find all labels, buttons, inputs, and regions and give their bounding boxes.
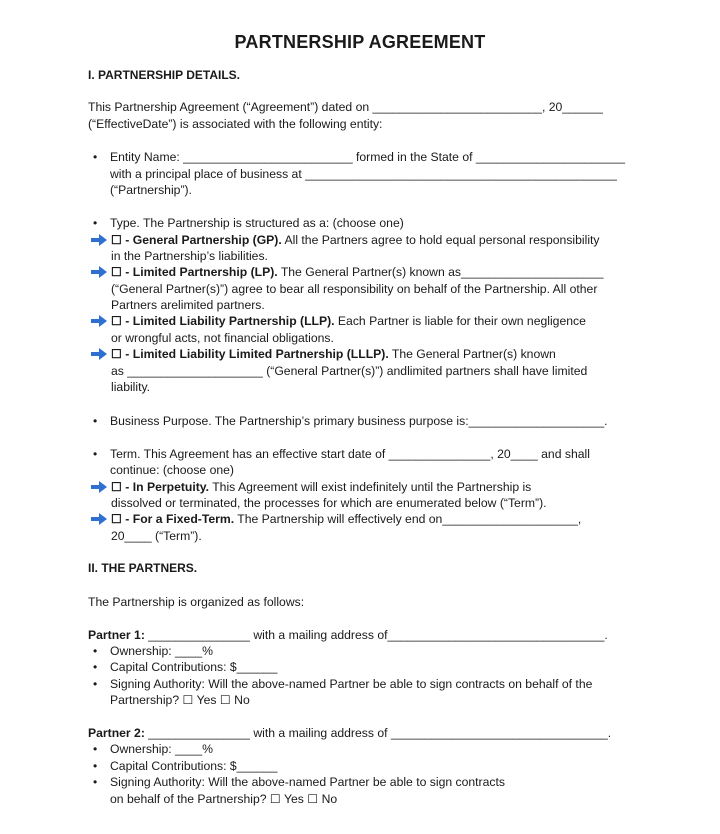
option-limited-liability-limited-partnership xyxy=(111,346,556,362)
section-heading-partnership-details: I. PARTNERSHIP DETAILS. xyxy=(88,68,241,82)
option-lp-text-line3: Partners arelimited partners. xyxy=(111,298,265,312)
bullet-icon: • xyxy=(93,742,98,756)
bullet-icon: • xyxy=(93,775,98,789)
option-llp-text: Each Partner is liable for their own negligence xyxy=(334,314,586,328)
option-gp-text-line2: in the Partnership’s liabilities. xyxy=(111,249,268,263)
arrow-right-icon xyxy=(91,234,107,246)
partner-1-line xyxy=(88,627,608,643)
option-fixed-text: The Partnership will effectively end on____________________, xyxy=(234,512,582,526)
option-lp-text: The General Partner(s) known as_____________________ xyxy=(277,265,604,279)
option-lllp-text: The General Partner(s) known xyxy=(388,347,556,361)
option-perpetuity-label: ☐ - In Perpetuity. xyxy=(111,480,210,494)
partnership-defined-line: (“Partnership”). xyxy=(110,183,192,197)
section-heading-the-partners: II. THE PARTNERS. xyxy=(88,561,198,575)
partner-2-signing-choice: on behalf of the Partnership? ☐ Yes ☐ No xyxy=(110,792,338,806)
bullet-icon: • xyxy=(93,150,98,164)
partner-2-ownership: Ownership: ____% xyxy=(110,742,213,756)
bullet-icon: • xyxy=(93,216,98,230)
option-lp-label: ☐ - Limited Partnership (LP). xyxy=(111,265,278,279)
partner-2-address: _______________ with a mailing address of ________________________________. xyxy=(144,726,612,740)
term-line-1: Term. This Agreement has an effective start date of _______________, 20____ and shall xyxy=(110,447,590,461)
entity-name-line: Entity Name: _________________________ formed in the State of ______________________ xyxy=(110,150,626,164)
principal-place-line: with a principal place of business at ______________________________________________ xyxy=(110,167,617,181)
option-fixed-label: ☐ - For a Fixed-Term. xyxy=(111,512,235,526)
arrow-right-icon xyxy=(91,315,107,327)
option-fixed-text-line2: 20____ (“Term”). xyxy=(111,529,202,543)
partner-1-address: _______________ with a mailing address of________________________________. xyxy=(144,628,608,642)
partner-2-line xyxy=(88,725,611,741)
bullet-icon: • xyxy=(93,660,98,674)
partner-1-signing-choice: Partnership? ☐ Yes ☐ No xyxy=(110,693,250,707)
type-intro: Type. The Partnership is structured as a: (choose one) xyxy=(110,216,404,230)
option-general-partnership xyxy=(111,232,600,248)
business-purpose-line: Business Purpose. The Partnership’s primary business purpose is:____________________. xyxy=(110,414,608,428)
document-title: PARTNERSHIP AGREEMENT xyxy=(234,32,486,52)
partner-1-capital: Capital Contributions: $______ xyxy=(110,660,278,674)
option-fixed-term xyxy=(111,511,581,527)
intro-line-2: (“EffectiveDate”) is associated with the following entity: xyxy=(88,117,383,131)
bullet-icon: • xyxy=(93,759,98,773)
term-line-2: continue: (choose one) xyxy=(110,463,234,477)
option-in-perpetuity xyxy=(111,479,531,495)
option-limited-liability-partnership xyxy=(111,313,586,329)
bullet-icon: • xyxy=(93,677,98,691)
arrow-right-icon xyxy=(91,481,107,493)
option-lllp-text-line2: as ____________________ (“General Partner(s)”) andlimited partners shall have limited xyxy=(111,364,588,378)
option-perpetuity-text-line2: dissolved or terminated, the processes for which are enumerated below (“Term”). xyxy=(111,496,547,510)
option-gp-label: ☐ - General Partnership (GP). xyxy=(111,233,282,247)
partner-1-label: Partner 1: xyxy=(88,628,145,642)
option-llp-label: ☐ - Limited Liability Partnership (LLP). xyxy=(111,314,335,328)
option-lllp-label: ☐ - Limited Liability Limited Partnership (LLLP). xyxy=(111,347,389,361)
intro-line-1: This Partnership Agreement (“Agreement”) dated on _________________________, 20______ xyxy=(88,100,603,114)
option-lllp-text-line3: liability. xyxy=(111,380,151,394)
arrow-right-icon xyxy=(91,266,107,278)
partner-1-signing: Signing Authority: Will the above-named Partner be able to sign contracts on behalf of the xyxy=(110,677,593,691)
option-limited-partnership xyxy=(111,264,603,280)
bullet-icon: • xyxy=(93,644,98,658)
option-gp-text: All the Partners agree to hold equal personal responsibility xyxy=(281,233,600,247)
arrow-right-icon xyxy=(91,348,107,360)
partner-1-ownership: Ownership: ____% xyxy=(110,644,213,658)
option-lp-text-line2: (“General Partner(s)”) agree to bear all responsibility on behalf of the Partnership. All other xyxy=(111,282,598,296)
partner-2-capital: Capital Contributions: $______ xyxy=(110,759,278,773)
option-llp-text-line2: or wrongful acts, not financial obligations. xyxy=(111,331,334,345)
partner-2-signing: Signing Authority: Will the above-named Partner be able to sign contracts xyxy=(110,775,505,789)
bullet-icon: • xyxy=(93,447,98,461)
arrow-right-icon xyxy=(91,513,107,525)
partners-intro: The Partnership is organized as follows: xyxy=(88,595,305,609)
option-perpetuity-text: This Agreement will exist indefinitely until the Partnership is xyxy=(209,480,532,494)
partner-2-label: Partner 2: xyxy=(88,726,145,740)
bullet-icon: • xyxy=(93,414,98,428)
